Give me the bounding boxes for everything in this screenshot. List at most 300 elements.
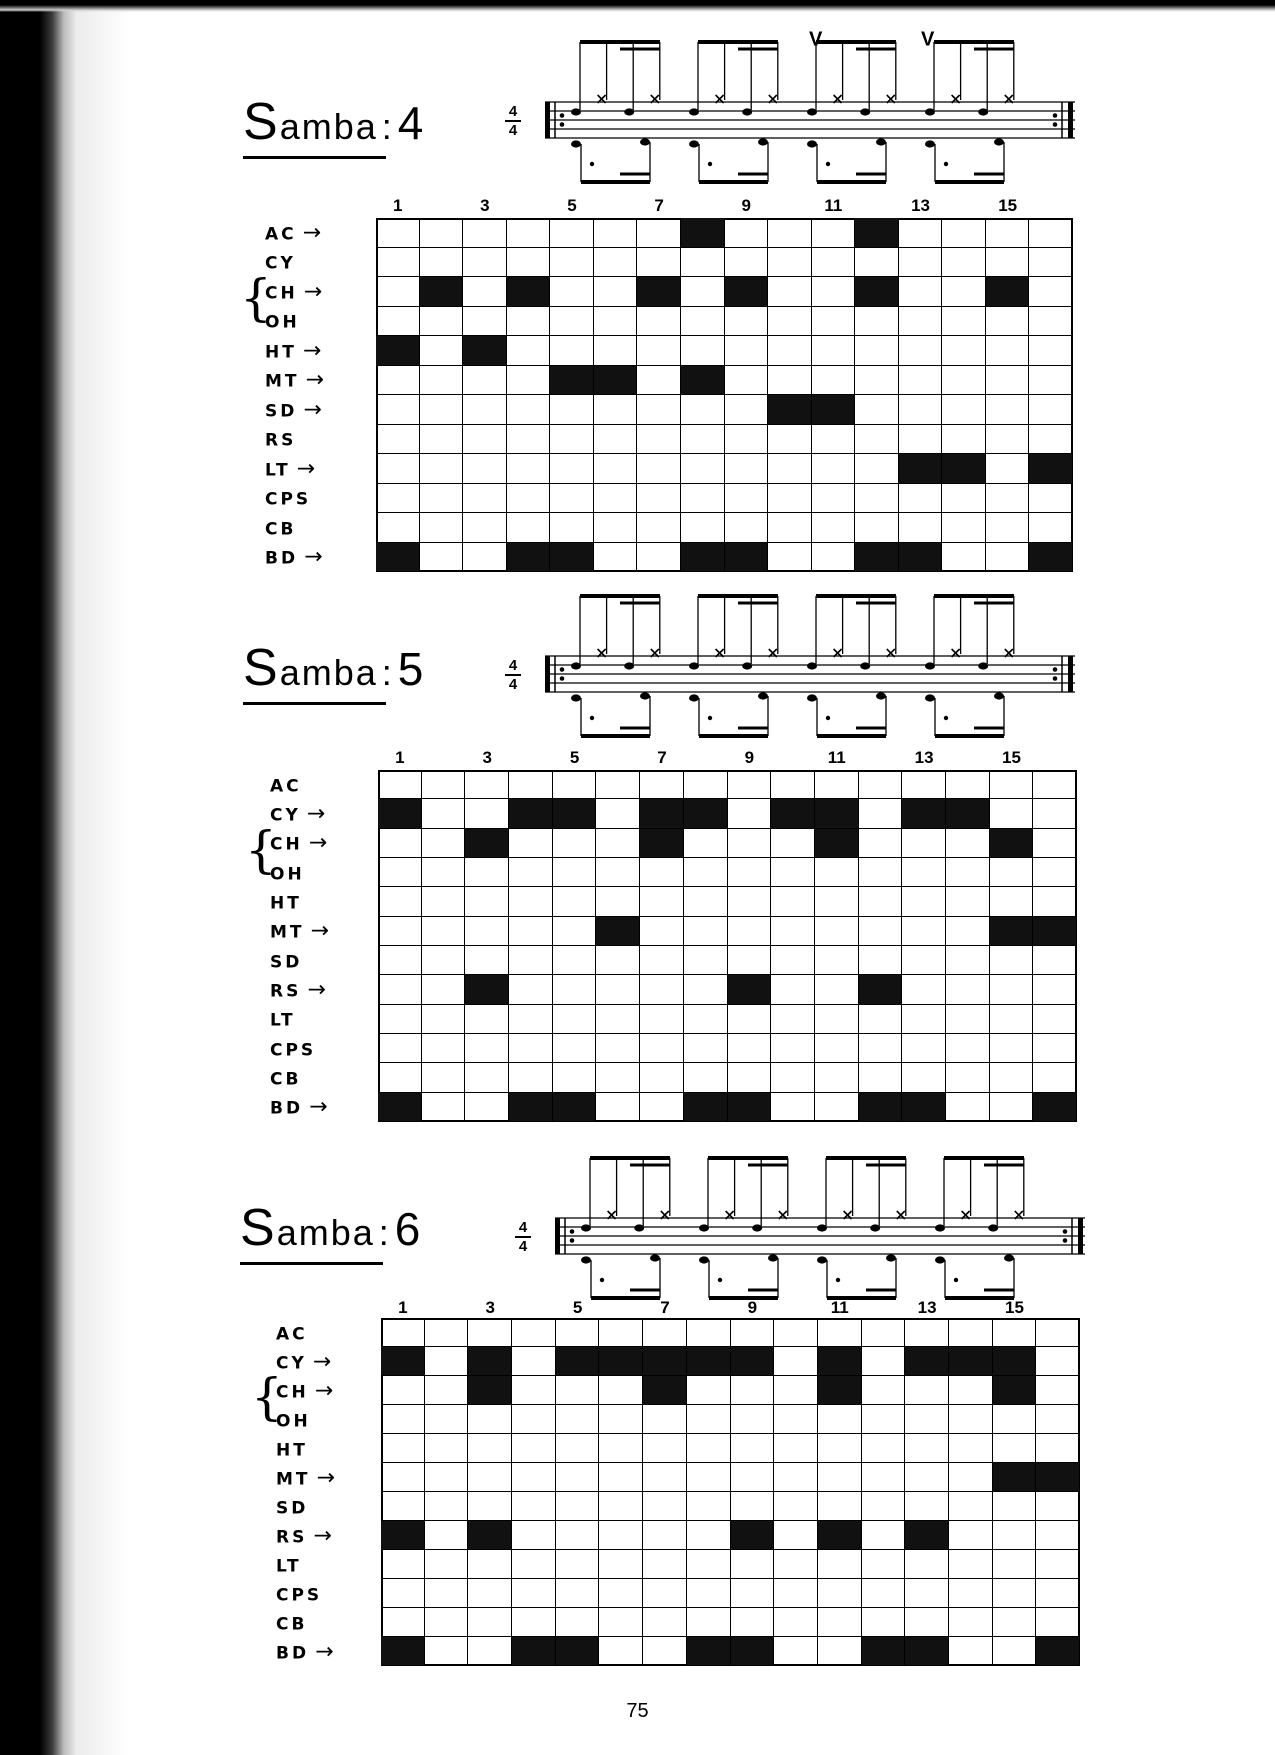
grid-cell-empty[interactable] xyxy=(556,1463,600,1492)
grid-cell-empty[interactable] xyxy=(862,1608,906,1637)
grid-cell-empty[interactable] xyxy=(986,395,1030,425)
grid-cell-empty[interactable] xyxy=(550,218,594,248)
grid-cell-empty[interactable] xyxy=(637,366,681,396)
grid-cell-empty[interactable] xyxy=(640,1034,684,1063)
grid-cell-empty[interactable] xyxy=(731,1492,775,1521)
grid-cell-empty[interactable] xyxy=(812,513,856,543)
grid-cell-empty[interactable] xyxy=(422,1093,466,1122)
grid-cell-empty[interactable] xyxy=(637,248,681,278)
grid-cell-empty[interactable] xyxy=(859,887,903,916)
grid-cell-empty[interactable] xyxy=(378,946,422,975)
grid-cell-hit[interactable] xyxy=(946,799,990,828)
grid-cell-empty[interactable] xyxy=(599,1463,643,1492)
grid-cell-empty[interactable] xyxy=(422,1034,466,1063)
grid-cell-empty[interactable] xyxy=(771,975,815,1004)
grid-cell-empty[interactable] xyxy=(771,858,815,887)
grid-cell-empty[interactable] xyxy=(378,829,422,858)
grid-cell-hit[interactable] xyxy=(640,829,684,858)
grid-cell-empty[interactable] xyxy=(1033,858,1077,887)
grid-cell-empty[interactable] xyxy=(420,336,464,366)
grid-cell-empty[interactable] xyxy=(550,454,594,484)
grid-cell-empty[interactable] xyxy=(859,946,903,975)
grid-cell-empty[interactable] xyxy=(1033,1005,1077,1034)
grid-cell-hit[interactable] xyxy=(990,917,1034,946)
grid-cell-empty[interactable] xyxy=(731,1579,775,1608)
grid-cell-empty[interactable] xyxy=(643,1608,687,1637)
grid-cell-empty[interactable] xyxy=(1033,829,1077,858)
grid-cell-empty[interactable] xyxy=(902,946,946,975)
grid-cell-empty[interactable] xyxy=(594,307,638,337)
grid-cell-empty[interactable] xyxy=(725,336,769,366)
grid-cell-empty[interactable] xyxy=(899,395,943,425)
grid-cell-empty[interactable] xyxy=(425,1318,469,1347)
grid-cell-empty[interactable] xyxy=(463,484,507,514)
grid-cell-empty[interactable] xyxy=(681,425,725,455)
grid-cell-empty[interactable] xyxy=(422,829,466,858)
grid-cell-empty[interactable] xyxy=(425,1521,469,1550)
grid-cell-empty[interactable] xyxy=(637,395,681,425)
grid-cell-empty[interactable] xyxy=(942,366,986,396)
grid-cell-empty[interactable] xyxy=(599,1579,643,1608)
grid-cell-empty[interactable] xyxy=(949,1579,993,1608)
grid-cell-empty[interactable] xyxy=(905,1434,949,1463)
grid-cell-hit[interactable] xyxy=(1029,454,1073,484)
grid-cell-empty[interactable] xyxy=(905,1579,949,1608)
grid-cell-empty[interactable] xyxy=(381,1376,425,1405)
grid-cell-hit[interactable] xyxy=(553,1093,597,1122)
grid-cell-empty[interactable] xyxy=(637,307,681,337)
grid-cell-empty[interactable] xyxy=(687,1492,731,1521)
grid-cell-empty[interactable] xyxy=(381,1405,425,1434)
grid-cell-empty[interactable] xyxy=(637,543,681,573)
grid-cell-empty[interactable] xyxy=(512,1550,556,1579)
grid-cell-empty[interactable] xyxy=(862,1521,906,1550)
grid-cell-hit[interactable] xyxy=(859,975,903,1004)
grid-cell-empty[interactable] xyxy=(986,484,1030,514)
grid-cell-empty[interactable] xyxy=(550,513,594,543)
grid-cell-hit[interactable] xyxy=(376,543,420,573)
grid-cell-empty[interactable] xyxy=(768,336,812,366)
grid-cell-empty[interactable] xyxy=(946,975,990,1004)
grid-cell-empty[interactable] xyxy=(553,917,597,946)
grid-cell-empty[interactable] xyxy=(728,858,772,887)
grid-cell-empty[interactable] xyxy=(684,858,728,887)
grid-cell-empty[interactable] xyxy=(815,1063,859,1092)
grid-cell-empty[interactable] xyxy=(862,1405,906,1434)
grid-cell-empty[interactable] xyxy=(986,248,1030,278)
grid-cell-empty[interactable] xyxy=(468,1637,512,1666)
grid-cell-empty[interactable] xyxy=(728,799,772,828)
grid-cell-empty[interactable] xyxy=(599,1376,643,1405)
grid-cell-empty[interactable] xyxy=(507,366,551,396)
grid-cell-empty[interactable] xyxy=(422,858,466,887)
grid-cell-empty[interactable] xyxy=(990,770,1034,799)
grid-cell-empty[interactable] xyxy=(596,887,640,916)
grid-cell-empty[interactable] xyxy=(556,1608,600,1637)
grid-cell-empty[interactable] xyxy=(684,1063,728,1092)
grid-cell-empty[interactable] xyxy=(942,218,986,248)
grid-cell-hit[interactable] xyxy=(512,1637,556,1666)
grid-cell-empty[interactable] xyxy=(1029,425,1073,455)
grid-cell-hit[interactable] xyxy=(815,829,859,858)
grid-cell-empty[interactable] xyxy=(771,829,815,858)
grid-cell-empty[interactable] xyxy=(1036,1376,1080,1405)
grid-cell-empty[interactable] xyxy=(550,336,594,366)
grid-cell-empty[interactable] xyxy=(681,454,725,484)
grid-cell-hit[interactable] xyxy=(855,543,899,573)
grid-cell-empty[interactable] xyxy=(815,887,859,916)
grid-cell-empty[interactable] xyxy=(818,1405,862,1434)
grid-cell-empty[interactable] xyxy=(990,975,1034,1004)
grid-cell-empty[interactable] xyxy=(512,1376,556,1405)
grid-cell-hit[interactable] xyxy=(899,543,943,573)
grid-cell-empty[interactable] xyxy=(902,829,946,858)
grid-cell-empty[interactable] xyxy=(993,1405,1037,1434)
grid-cell-empty[interactable] xyxy=(420,543,464,573)
grid-cell-empty[interactable] xyxy=(731,1318,775,1347)
grid-cell-hit[interactable] xyxy=(902,799,946,828)
grid-cell-empty[interactable] xyxy=(596,858,640,887)
grid-cell-empty[interactable] xyxy=(463,543,507,573)
grid-cell-empty[interactable] xyxy=(1029,336,1073,366)
grid-cell-empty[interactable] xyxy=(905,1463,949,1492)
grid-cell-empty[interactable] xyxy=(818,1463,862,1492)
grid-cell-empty[interactable] xyxy=(507,218,551,248)
grid-cell-empty[interactable] xyxy=(594,277,638,307)
grid-cell-empty[interactable] xyxy=(553,770,597,799)
grid-cell-empty[interactable] xyxy=(855,513,899,543)
grid-cell-empty[interactable] xyxy=(725,366,769,396)
grid-cell-hit[interactable] xyxy=(905,1521,949,1550)
grid-cell-empty[interactable] xyxy=(986,218,1030,248)
grid-cell-empty[interactable] xyxy=(812,218,856,248)
grid-cell-empty[interactable] xyxy=(420,484,464,514)
grid-cell-empty[interactable] xyxy=(509,770,553,799)
grid-cell-empty[interactable] xyxy=(684,829,728,858)
grid-cell-empty[interactable] xyxy=(986,307,1030,337)
grid-cell-hit[interactable] xyxy=(468,1521,512,1550)
grid-cell-empty[interactable] xyxy=(771,887,815,916)
grid-cell-empty[interactable] xyxy=(812,484,856,514)
grid-cell-hit[interactable] xyxy=(553,799,597,828)
grid-cell-empty[interactable] xyxy=(376,248,420,278)
grid-cell-empty[interactable] xyxy=(731,1405,775,1434)
grid-cell-empty[interactable] xyxy=(643,1463,687,1492)
grid-cell-hit[interactable] xyxy=(859,1093,903,1122)
grid-cell-empty[interactable] xyxy=(899,366,943,396)
grid-cell-empty[interactable] xyxy=(942,513,986,543)
grid-cell-empty[interactable] xyxy=(771,1005,815,1034)
grid-cell-empty[interactable] xyxy=(468,1608,512,1637)
grid-cell-empty[interactable] xyxy=(731,1608,775,1637)
grid-cell-empty[interactable] xyxy=(993,1550,1037,1579)
grid-cell-hit[interactable] xyxy=(681,218,725,248)
grid-cell-empty[interactable] xyxy=(681,484,725,514)
grid-cell-empty[interactable] xyxy=(599,1550,643,1579)
grid-cell-empty[interactable] xyxy=(899,277,943,307)
grid-cell-empty[interactable] xyxy=(599,1405,643,1434)
grid-cell-empty[interactable] xyxy=(420,454,464,484)
grid-cell-empty[interactable] xyxy=(862,1318,906,1347)
grid-cell-empty[interactable] xyxy=(643,1550,687,1579)
grid-cell-empty[interactable] xyxy=(512,1434,556,1463)
grid-cell-empty[interactable] xyxy=(862,1434,906,1463)
grid-cell-empty[interactable] xyxy=(993,1521,1037,1550)
grid-cell-hit[interactable] xyxy=(728,975,772,1004)
grid-cell-empty[interactable] xyxy=(556,1579,600,1608)
grid-cell-hit[interactable] xyxy=(818,1376,862,1405)
grid-cell-empty[interactable] xyxy=(731,1550,775,1579)
grid-cell-empty[interactable] xyxy=(768,484,812,514)
grid-cell-empty[interactable] xyxy=(376,513,420,543)
grid-cell-empty[interactable] xyxy=(420,513,464,543)
grid-cell-empty[interactable] xyxy=(812,425,856,455)
grid-cell-empty[interactable] xyxy=(556,1521,600,1550)
grid-cell-empty[interactable] xyxy=(643,1318,687,1347)
grid-cell-empty[interactable] xyxy=(942,277,986,307)
grid-cell-hit[interactable] xyxy=(731,1521,775,1550)
grid-cell-empty[interactable] xyxy=(1029,277,1073,307)
grid-cell-empty[interactable] xyxy=(596,1063,640,1092)
grid-cell-empty[interactable] xyxy=(594,543,638,573)
grid-cell-empty[interactable] xyxy=(946,829,990,858)
grid-cell-empty[interactable] xyxy=(637,336,681,366)
grid-cell-hit[interactable] xyxy=(1033,1093,1077,1122)
grid-cell-empty[interactable] xyxy=(942,336,986,366)
grid-cell-empty[interactable] xyxy=(556,1492,600,1521)
grid-cell-empty[interactable] xyxy=(942,307,986,337)
grid-cell-empty[interactable] xyxy=(774,1550,818,1579)
grid-cell-empty[interactable] xyxy=(640,1093,684,1122)
grid-cell-empty[interactable] xyxy=(993,1492,1037,1521)
grid-cell-empty[interactable] xyxy=(855,484,899,514)
grid-cell-hit[interactable] xyxy=(812,395,856,425)
grid-cell-empty[interactable] xyxy=(949,1376,993,1405)
grid-cell-hit[interactable] xyxy=(902,1093,946,1122)
grid-cell-hit[interactable] xyxy=(731,1637,775,1666)
grid-cell-empty[interactable] xyxy=(725,307,769,337)
grid-cell-empty[interactable] xyxy=(1033,975,1077,1004)
grid-cell-empty[interactable] xyxy=(990,799,1034,828)
grid-cell-empty[interactable] xyxy=(768,248,812,278)
grid-cell-empty[interactable] xyxy=(381,1434,425,1463)
grid-cell-empty[interactable] xyxy=(1033,770,1077,799)
grid-cell-empty[interactable] xyxy=(1029,366,1073,396)
grid-cell-empty[interactable] xyxy=(946,946,990,975)
grid-cell-hit[interactable] xyxy=(993,1376,1037,1405)
grid-cell-empty[interactable] xyxy=(378,975,422,1004)
grid-cell-empty[interactable] xyxy=(512,1521,556,1550)
grid-cell-empty[interactable] xyxy=(681,336,725,366)
grid-cell-empty[interactable] xyxy=(550,277,594,307)
grid-cell-empty[interactable] xyxy=(376,484,420,514)
grid-cell-hit[interactable] xyxy=(986,277,1030,307)
grid-cell-hit[interactable] xyxy=(378,799,422,828)
grid-cell-empty[interactable] xyxy=(425,1434,469,1463)
grid-cell-empty[interactable] xyxy=(990,858,1034,887)
grid-cell-empty[interactable] xyxy=(725,484,769,514)
grid-cell-empty[interactable] xyxy=(378,1005,422,1034)
grid-cell-empty[interactable] xyxy=(640,946,684,975)
grid-cell-hit[interactable] xyxy=(818,1347,862,1376)
grid-cell-hit[interactable] xyxy=(681,543,725,573)
grid-cell-empty[interactable] xyxy=(993,1318,1037,1347)
grid-cell-empty[interactable] xyxy=(862,1492,906,1521)
grid-cell-empty[interactable] xyxy=(553,946,597,975)
grid-cell-hit[interactable] xyxy=(643,1347,687,1376)
grid-cell-empty[interactable] xyxy=(902,1063,946,1092)
grid-cell-empty[interactable] xyxy=(599,1318,643,1347)
grid-cell-empty[interactable] xyxy=(509,1063,553,1092)
grid-cell-empty[interactable] xyxy=(512,1608,556,1637)
grid-cell-empty[interactable] xyxy=(381,1550,425,1579)
grid-cell-empty[interactable] xyxy=(684,887,728,916)
grid-cell-empty[interactable] xyxy=(465,1005,509,1034)
grid-cell-hit[interactable] xyxy=(942,454,986,484)
grid-cell-hit[interactable] xyxy=(420,277,464,307)
grid-cell-hit[interactable] xyxy=(728,1093,772,1122)
grid-cell-empty[interactable] xyxy=(855,366,899,396)
grid-cell-empty[interactable] xyxy=(594,248,638,278)
grid-cell-empty[interactable] xyxy=(512,1579,556,1608)
grid-cell-empty[interactable] xyxy=(949,1550,993,1579)
grid-cell-empty[interactable] xyxy=(946,1005,990,1034)
grid-cell-empty[interactable] xyxy=(1033,1063,1077,1092)
grid-cell-empty[interactable] xyxy=(946,1034,990,1063)
grid-cell-hit[interactable] xyxy=(687,1637,731,1666)
grid-cell-empty[interactable] xyxy=(942,248,986,278)
grid-cell-empty[interactable] xyxy=(422,917,466,946)
grid-cell-empty[interactable] xyxy=(815,858,859,887)
grid-cell-empty[interactable] xyxy=(812,454,856,484)
grid-cell-empty[interactable] xyxy=(553,1034,597,1063)
grid-cell-hit[interactable] xyxy=(993,1463,1037,1492)
grid-cell-empty[interactable] xyxy=(1036,1405,1080,1434)
grid-cell-hit[interactable] xyxy=(815,799,859,828)
grid-cell-empty[interactable] xyxy=(463,454,507,484)
grid-cell-empty[interactable] xyxy=(637,425,681,455)
grid-cell-empty[interactable] xyxy=(1036,1318,1080,1347)
grid-cell-hit[interactable] xyxy=(465,975,509,1004)
grid-cell-empty[interactable] xyxy=(768,366,812,396)
grid-cell-empty[interactable] xyxy=(993,1637,1037,1666)
grid-cell-empty[interactable] xyxy=(422,1005,466,1034)
grid-cell-empty[interactable] xyxy=(553,858,597,887)
grid-cell-hit[interactable] xyxy=(725,543,769,573)
grid-cell-empty[interactable] xyxy=(946,1063,990,1092)
grid-cell-empty[interactable] xyxy=(774,1579,818,1608)
grid-cell-empty[interactable] xyxy=(774,1347,818,1376)
grid-cell-empty[interactable] xyxy=(637,218,681,248)
grid-cell-empty[interactable] xyxy=(993,1579,1037,1608)
grid-cell-empty[interactable] xyxy=(986,336,1030,366)
grid-cell-empty[interactable] xyxy=(422,975,466,1004)
grid-cell-empty[interactable] xyxy=(512,1318,556,1347)
grid-cell-empty[interactable] xyxy=(818,1434,862,1463)
grid-cell-hit[interactable] xyxy=(949,1347,993,1376)
grid-cell-empty[interactable] xyxy=(550,484,594,514)
grid-cell-empty[interactable] xyxy=(376,277,420,307)
grid-cell-hit[interactable] xyxy=(378,1093,422,1122)
grid-cell-empty[interactable] xyxy=(599,1521,643,1550)
grid-cell-empty[interactable] xyxy=(509,917,553,946)
grid-cell-empty[interactable] xyxy=(728,829,772,858)
grid-cell-empty[interactable] xyxy=(993,1434,1037,1463)
grid-cell-hit[interactable] xyxy=(637,277,681,307)
grid-cell-hit[interactable] xyxy=(684,1093,728,1122)
grid-cell-hit[interactable] xyxy=(1029,543,1073,573)
grid-cell-empty[interactable] xyxy=(725,513,769,543)
grid-cell-empty[interactable] xyxy=(378,770,422,799)
grid-cell-empty[interactable] xyxy=(599,1434,643,1463)
grid-cell-empty[interactable] xyxy=(725,248,769,278)
grid-cell-empty[interactable] xyxy=(468,1579,512,1608)
grid-cell-empty[interactable] xyxy=(599,1637,643,1666)
grid-cell-empty[interactable] xyxy=(643,1492,687,1521)
grid-cell-empty[interactable] xyxy=(681,277,725,307)
grid-cell-empty[interactable] xyxy=(905,1550,949,1579)
grid-cell-empty[interactable] xyxy=(381,1318,425,1347)
grid-cell-empty[interactable] xyxy=(731,1463,775,1492)
grid-cell-empty[interactable] xyxy=(818,1492,862,1521)
grid-cell-empty[interactable] xyxy=(509,1005,553,1034)
grid-cell-empty[interactable] xyxy=(637,513,681,543)
grid-cell-empty[interactable] xyxy=(815,946,859,975)
grid-cell-empty[interactable] xyxy=(1036,1492,1080,1521)
grid-cell-empty[interactable] xyxy=(425,1608,469,1637)
grid-cell-hit[interactable] xyxy=(1036,1463,1080,1492)
grid-cell-empty[interactable] xyxy=(553,1063,597,1092)
grid-cell-empty[interactable] xyxy=(512,1405,556,1434)
grid-cell-empty[interactable] xyxy=(946,1093,990,1122)
grid-cell-empty[interactable] xyxy=(599,1608,643,1637)
grid-cell-empty[interactable] xyxy=(509,975,553,1004)
grid-cell-empty[interactable] xyxy=(596,829,640,858)
grid-cell-empty[interactable] xyxy=(774,1492,818,1521)
grid-cell-empty[interactable] xyxy=(550,248,594,278)
grid-cell-empty[interactable] xyxy=(640,887,684,916)
grid-cell-empty[interactable] xyxy=(949,1521,993,1550)
grid-cell-empty[interactable] xyxy=(550,425,594,455)
grid-cell-empty[interactable] xyxy=(859,1063,903,1092)
grid-cell-empty[interactable] xyxy=(774,1463,818,1492)
grid-cell-empty[interactable] xyxy=(556,1434,600,1463)
grid-cell-hit[interactable] xyxy=(905,1637,949,1666)
grid-cell-empty[interactable] xyxy=(774,1521,818,1550)
grid-cell-empty[interactable] xyxy=(378,887,422,916)
grid-cell-empty[interactable] xyxy=(818,1579,862,1608)
grid-cell-empty[interactable] xyxy=(728,917,772,946)
grid-cell-empty[interactable] xyxy=(512,1463,556,1492)
grid-cell-empty[interactable] xyxy=(463,307,507,337)
grid-cell-empty[interactable] xyxy=(463,425,507,455)
grid-cell-hit[interactable] xyxy=(376,336,420,366)
grid-cell-empty[interactable] xyxy=(1036,1579,1080,1608)
grid-cell-empty[interactable] xyxy=(818,1550,862,1579)
grid-cell-empty[interactable] xyxy=(507,248,551,278)
grid-cell-empty[interactable] xyxy=(594,513,638,543)
grid-cell-empty[interactable] xyxy=(1036,1550,1080,1579)
grid-cell-empty[interactable] xyxy=(1036,1521,1080,1550)
grid-cell-empty[interactable] xyxy=(774,1434,818,1463)
grid-cell-empty[interactable] xyxy=(946,887,990,916)
grid-cell-empty[interactable] xyxy=(556,1318,600,1347)
grid-cell-empty[interactable] xyxy=(815,1034,859,1063)
grid-cell-empty[interactable] xyxy=(899,484,943,514)
grid-cell-empty[interactable] xyxy=(859,858,903,887)
grid-cell-empty[interactable] xyxy=(725,425,769,455)
grid-cell-empty[interactable] xyxy=(905,1318,949,1347)
